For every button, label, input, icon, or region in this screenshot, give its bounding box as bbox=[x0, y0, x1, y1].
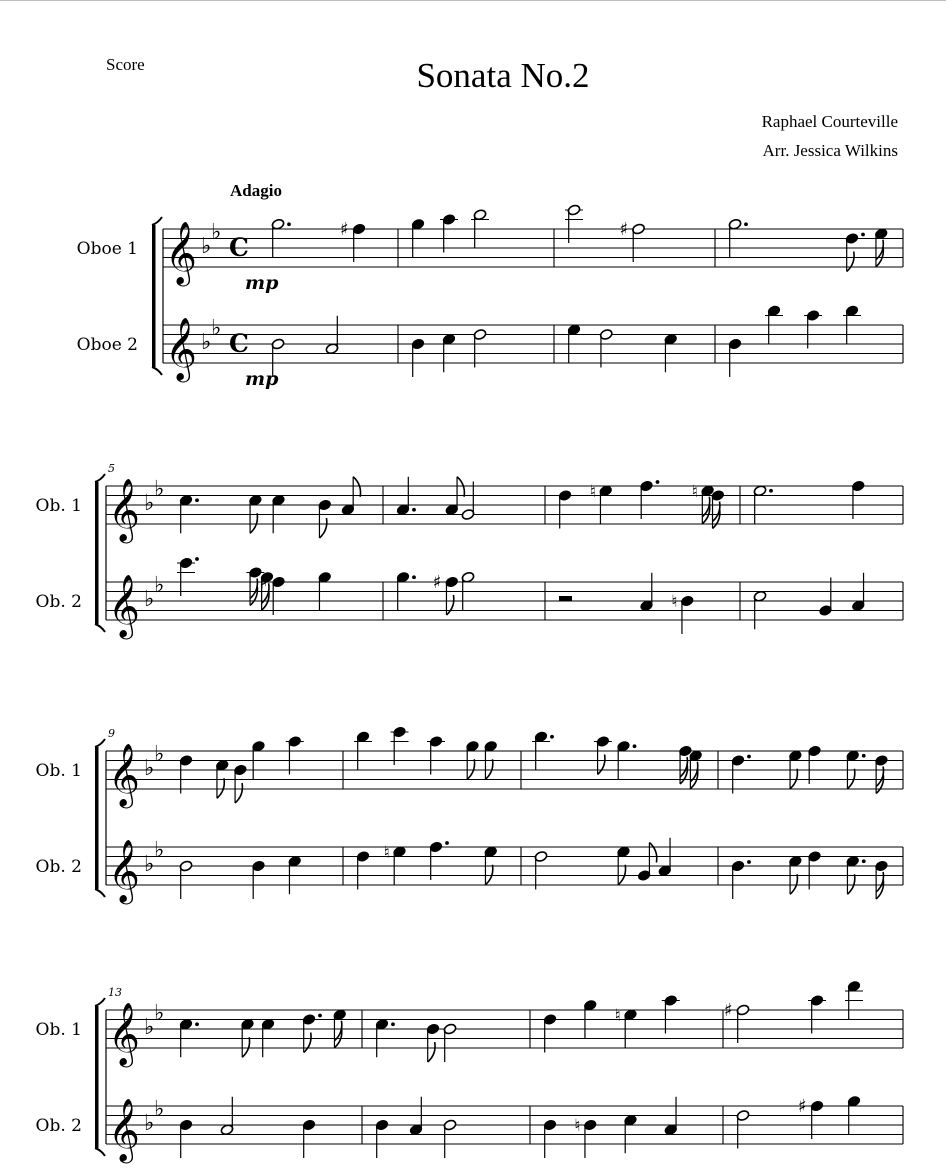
note-flag bbox=[242, 1037, 249, 1057]
treble-clef-icon: 𝄞 bbox=[165, 317, 197, 380]
instrument-label: Ob. 2 bbox=[35, 592, 82, 612]
bracket-hook bbox=[95, 1148, 105, 1156]
augmentation-dot bbox=[445, 841, 449, 845]
flat-sign-icon: ♭ bbox=[211, 219, 222, 245]
note-flag bbox=[319, 518, 326, 538]
note-flag bbox=[847, 769, 854, 789]
arranger: Arr. Jessica Wilkins bbox=[762, 141, 898, 160]
note-flag bbox=[790, 874, 797, 894]
instrument-label: Oboe 1 bbox=[76, 239, 138, 259]
time-signature: C bbox=[229, 233, 249, 262]
flat-sign-icon: ♭ bbox=[144, 852, 155, 877]
note-flag bbox=[467, 759, 474, 779]
note-flag bbox=[457, 477, 464, 497]
half-rest bbox=[559, 596, 572, 601]
augmentation-dot bbox=[861, 233, 865, 237]
note-flag bbox=[598, 755, 605, 775]
note-flag bbox=[446, 595, 453, 615]
page-title: Sonata No.2 bbox=[416, 56, 590, 95]
treble-clef-icon: 𝄞 bbox=[108, 574, 140, 637]
score-label: Score bbox=[106, 55, 145, 74]
treble-clef-icon: 𝄞 bbox=[108, 1098, 140, 1161]
treble-clef-icon: 𝄞 bbox=[165, 221, 197, 284]
measure-number: 13 bbox=[108, 986, 122, 999]
natural-sign-icon: ♮ bbox=[383, 842, 390, 863]
note-flag bbox=[847, 252, 854, 272]
note-flag bbox=[428, 1042, 435, 1062]
augmentation-dot bbox=[550, 735, 554, 739]
instrument-label: Ob. 1 bbox=[35, 1020, 82, 1040]
note-flag bbox=[618, 865, 625, 885]
natural-sign-icon: ♮ bbox=[671, 592, 678, 612]
flat-sign-icon: ♭ bbox=[201, 330, 212, 355]
sharp-sign-icon: ♯ bbox=[798, 1096, 807, 1117]
system-bracket bbox=[95, 747, 99, 889]
note-flag bbox=[485, 759, 492, 779]
treble-clef-icon: 𝄞 bbox=[108, 743, 140, 806]
natural-sign-icon: ♮ bbox=[614, 1005, 621, 1026]
bracket-hook bbox=[152, 217, 162, 225]
bracket-hook bbox=[95, 739, 105, 747]
sharp-sign-icon: ♯ bbox=[259, 572, 269, 593]
bracket-hook bbox=[95, 624, 105, 632]
sharp-sign-icon: ♯ bbox=[724, 1000, 733, 1021]
note-flag bbox=[485, 865, 492, 885]
sharp-sign-icon: ♯ bbox=[340, 219, 349, 240]
note-flag bbox=[353, 477, 360, 497]
flat-sign-icon: ♭ bbox=[144, 587, 155, 612]
dynamic-marking: mp bbox=[245, 368, 279, 390]
bracket-hook bbox=[95, 474, 105, 482]
note-flag bbox=[304, 1033, 311, 1053]
natural-sign-icon: ♮ bbox=[589, 481, 596, 502]
time-signature: C bbox=[229, 329, 249, 358]
tempo-marking: Adagio bbox=[230, 181, 282, 200]
augmentation-dot bbox=[412, 575, 416, 579]
composer: Raphael Courteville bbox=[761, 112, 898, 131]
system-bracket bbox=[95, 1006, 99, 1148]
augmentation-dot bbox=[747, 860, 751, 864]
augmentation-dot bbox=[195, 498, 199, 502]
augmentation-dot bbox=[412, 508, 416, 512]
augmentation-dot bbox=[769, 489, 773, 493]
treble-clef-icon: 𝄞 bbox=[108, 478, 140, 541]
natural-sign-icon: ♮ bbox=[691, 481, 698, 502]
measure-number: 5 bbox=[108, 462, 115, 475]
dynamic-marking: mp bbox=[245, 272, 279, 294]
augmentation-dot bbox=[747, 755, 751, 759]
flat-sign-icon: ♭ bbox=[154, 1000, 165, 1026]
note-flag bbox=[847, 874, 854, 894]
flat-sign-icon: ♭ bbox=[154, 741, 165, 767]
note-flag bbox=[250, 513, 257, 533]
flat-sign-icon: ♭ bbox=[201, 234, 212, 259]
augmentation-dot bbox=[195, 1022, 199, 1026]
instrument-label: Ob. 2 bbox=[35, 1116, 82, 1136]
augmentation-dot bbox=[391, 1022, 395, 1026]
augmentation-dot bbox=[744, 222, 748, 226]
augmentation-dot bbox=[287, 222, 291, 226]
flat-sign-icon: ♭ bbox=[144, 1111, 155, 1136]
instrument-label: Ob. 1 bbox=[35, 761, 82, 781]
note-flag bbox=[790, 769, 797, 789]
flat-sign-icon: ♭ bbox=[211, 315, 222, 341]
augmentation-dot bbox=[195, 557, 199, 561]
augmentation-dot bbox=[862, 754, 866, 758]
augmentation-dot bbox=[318, 1014, 322, 1018]
augmentation-dot bbox=[862, 859, 866, 863]
flat-sign-icon: ♭ bbox=[154, 837, 165, 863]
bracket-hook bbox=[95, 998, 105, 1006]
flat-sign-icon: ♭ bbox=[144, 491, 155, 516]
natural-sign-icon: ♮ bbox=[574, 1116, 581, 1136]
instrument-label: Ob. 1 bbox=[35, 496, 82, 516]
flat-sign-icon: ♭ bbox=[144, 756, 155, 781]
instrument-label: Ob. 2 bbox=[35, 857, 82, 877]
note-flag bbox=[217, 778, 224, 798]
system-bracket bbox=[95, 482, 99, 624]
measure-number: 9 bbox=[108, 727, 115, 740]
note-flag bbox=[649, 843, 656, 863]
sharp-sign-icon: ♯ bbox=[432, 572, 442, 593]
bracket-hook bbox=[95, 889, 105, 897]
system-bracket bbox=[152, 225, 156, 367]
flat-sign-icon: ♭ bbox=[144, 1015, 155, 1040]
augmentation-dot bbox=[656, 480, 660, 484]
note-flag bbox=[235, 783, 242, 803]
instrument-label: Oboe 2 bbox=[76, 335, 138, 355]
augmentation-dot bbox=[633, 744, 637, 748]
treble-clef-icon: 𝄞 bbox=[108, 1002, 140, 1065]
sharp-sign-icon: ♯ bbox=[619, 219, 629, 240]
bracket-hook bbox=[152, 367, 162, 375]
treble-clef-icon: 𝄞 bbox=[108, 839, 140, 902]
flat-sign-icon: ♭ bbox=[154, 572, 165, 598]
flat-sign-icon: ♭ bbox=[154, 476, 165, 502]
flat-sign-icon: ♭ bbox=[154, 1096, 165, 1122]
